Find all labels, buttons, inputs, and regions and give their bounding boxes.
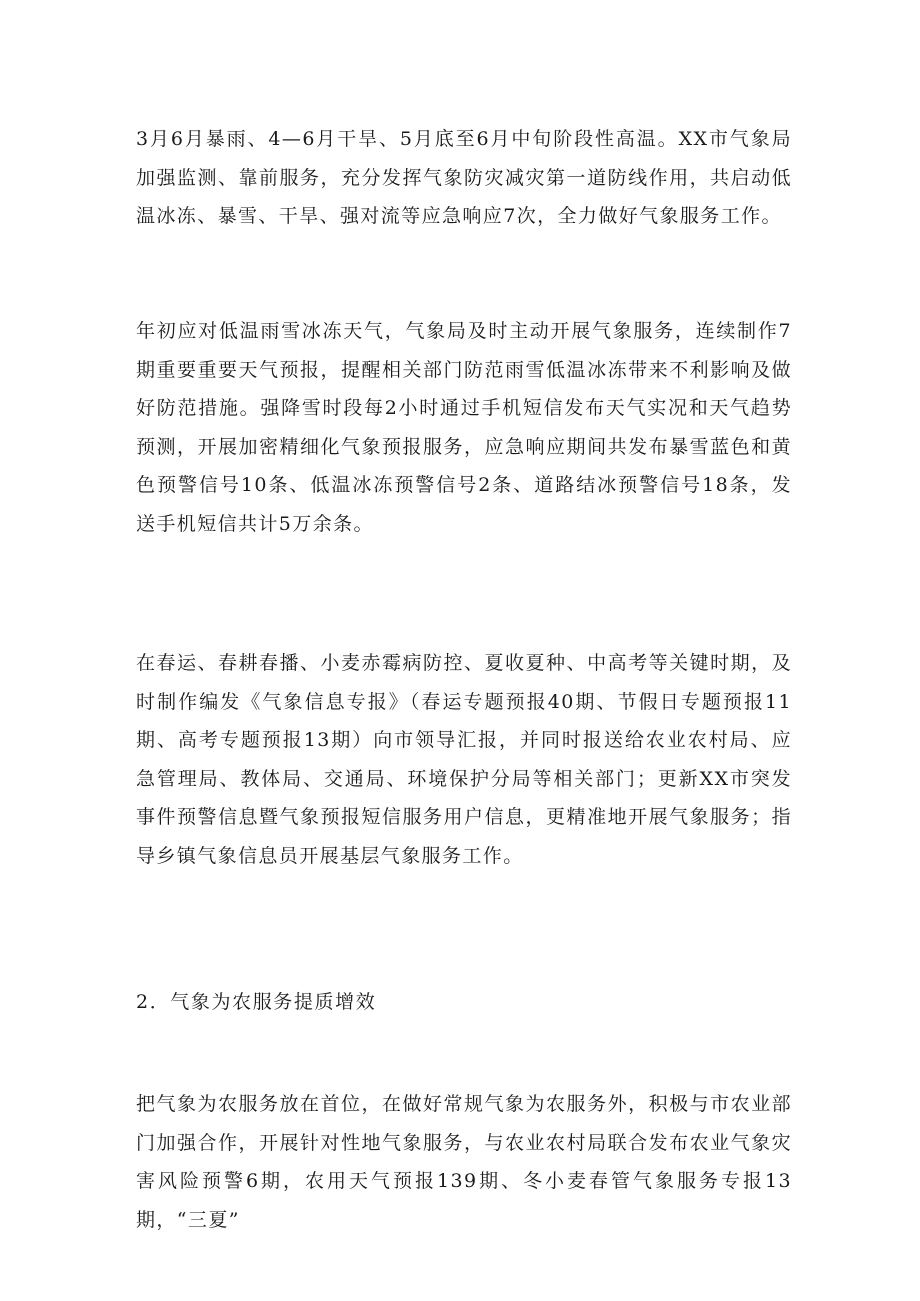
paragraph-low-temperature-service: 年初应对低温雨雪冰冻天气，气象局及时主动开展气象服务，连续制作7期重要重要天气预报，提醒相关部门防范雨雪低温冰冻带来不利影响及做好防范措施。强降雪时段每2小时通过手机短信发布天气实况和天气趋势预测，开展加密精细化气象预报服务，应急响应期间共发布暴雪蓝色和黄色预警信号10条、低温冰冻预警信号2条、道路结冰预警信号18条，发送手机短信共计5万余条。 bbox=[136, 320, 792, 535]
paragraph-key-period-service: 在春运、春耕春播、小麦赤霉病防控、夏收夏种、中高考等关键时期，及时制作编发《气象信息专报》（春运专题预报40期、节假日专题预报11期、高考专题预报13期）向市领导汇报，并同时报送给农业农村局、应急管理局、教体局、交通局、环境保护分局等相关部门；更新XX市突发事件预警信息暨气象预报短信服务用户信息，更精准地开展气象服务；指导乡镇气象信息员开展基层气象服务工作。 bbox=[136, 652, 792, 867]
paragraph-agriculture-service: 把气象为农服务放在首位，在做好常规气象为农服务外，积极与市农业部门加强合作，开展针对性地气象服务，与农业农村局联合发布农业气象灾害风险预警6期，农用天气预报139期、冬小麦春管气象服务专报13期，“三夏” bbox=[136, 1093, 792, 1231]
section-heading: 2．气象为农服务提质增效 bbox=[136, 991, 377, 1013]
paragraph-emergency-response: 3月6月暴雨、4—6月干旱、5月底至6月中旬阶段性高温。XX市气象局加强监测、靠前服务，充分发挥气象防灾减灾第一道防线作用，共启动低温冰冻、暴雪、干旱、强对流等应急响应7次，全力做好气象服务工作。 bbox=[136, 128, 792, 228]
